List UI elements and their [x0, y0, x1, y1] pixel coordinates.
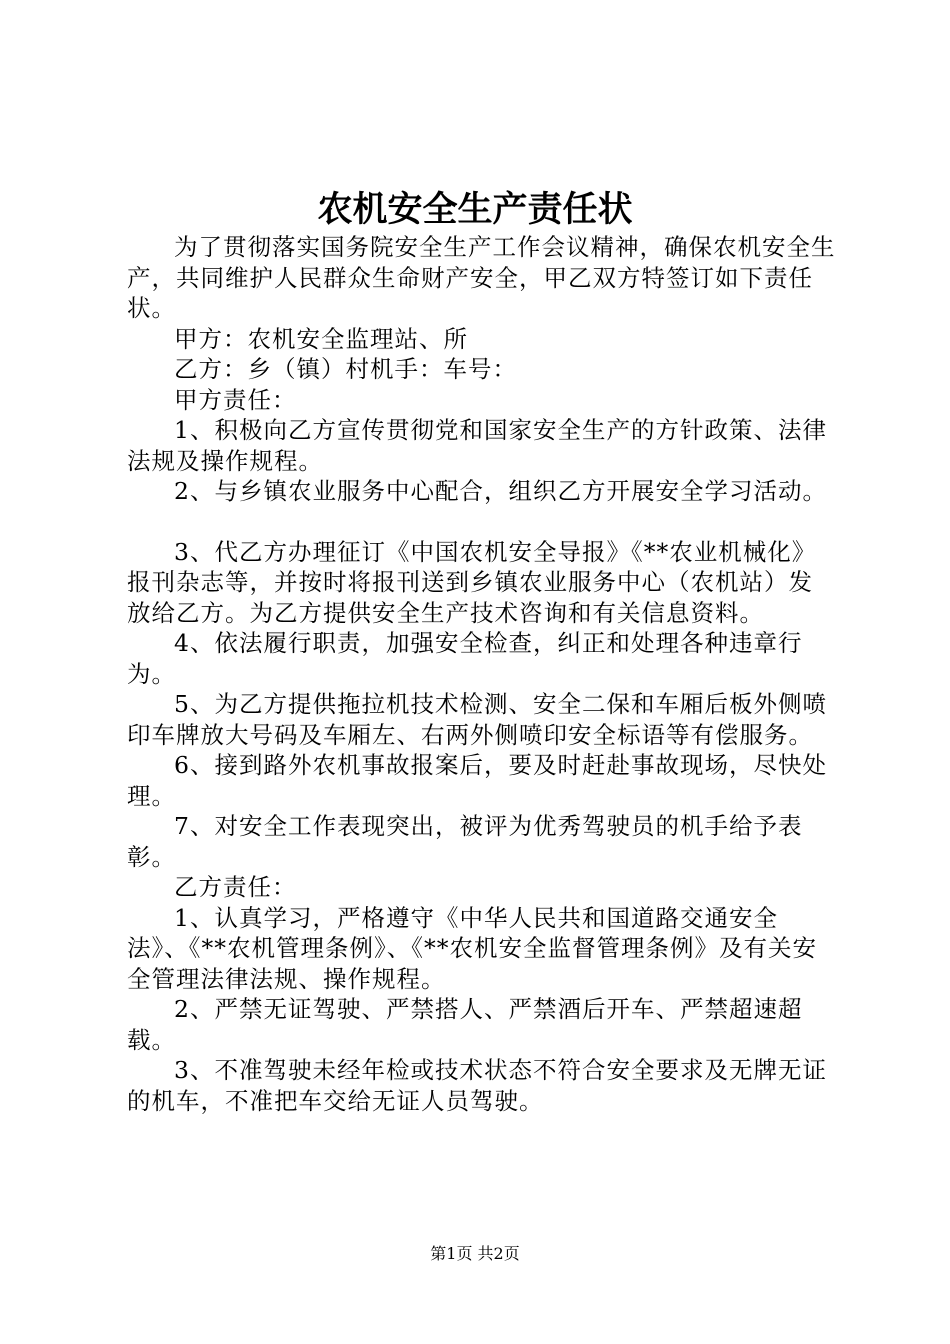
- party-a-duty-1: 1、积极向乙方宣传贯彻党和国家安全生产的方针政策、法律法规及操作规程。: [127, 416, 827, 475]
- party-a-duty-6: 6、接到路外农机事故报案后，要及时赶赴事故现场，尽快处理。: [127, 751, 827, 810]
- party-b-duties-heading: 乙方责任：: [174, 873, 297, 901]
- document-body: [127, 232, 837, 1116]
- party-a-duty-7: 7、对安全工作表现突出，被评为优秀驾驶员的机手给予表彰。: [127, 812, 803, 871]
- party-b-duty-2: 2、严禁无证驾驶、严禁搭人、严禁酒后开车、严禁超速超载。: [127, 995, 803, 1054]
- party-a-duty-5: 5、为乙方提供拖拉机技术检测、安全二保和车厢后板外侧喷印车牌放大号码及车厢左、右两外侧喷印安全标语等有偿服务。: [127, 690, 827, 749]
- party-b-line: 乙方：乡（镇）村机手：车号：: [174, 355, 517, 383]
- party-a-duty-4: 4、依法履行职责，加强安全检查，纠正和处理各种违章行为。: [127, 629, 803, 688]
- party-b-duty-1: 1、认真学习，严格遵守《中华人民共和国道路交通安全法》、《**农机管理条例》、《**农机安全监督管理条例》及有关安全管理法律法规、操作规程。: [127, 903, 817, 993]
- party-a-duty-3: 3、代乙方办理征订《中国农机安全导报》《**农业机械化》报刊杂志等，并按时将报刊送到乡镇农业服务中心（农机站）发放给乙方。为乙方提供安全生产技术咨询和有关信息资料。: [127, 537, 817, 627]
- party-b-duty-3: 3、不准驾驶未经年检或技术状态不符合安全要求及无牌无证的机车，不准把车交给无证人员驾驶。: [127, 1056, 827, 1115]
- intro-paragraph: 为了贯彻落实国务院安全生产工作会议精神，确保农机安全生产，共同维护人民群众生命财产安全，甲乙双方特签订如下责任状。: [127, 233, 836, 322]
- page-footer: 第1页 共2页: [430, 1244, 520, 1263]
- party-a-duties-heading: 甲方责任：: [174, 385, 297, 414]
- party-a-line: 甲方：农机安全监理站、所: [174, 324, 468, 353]
- document-title: 农机安全生产责任状: [317, 189, 633, 230]
- party-a-duty-2: 2、与乡镇农业服务中心配合，组织乙方开展安全学习活动。: [174, 477, 827, 505]
